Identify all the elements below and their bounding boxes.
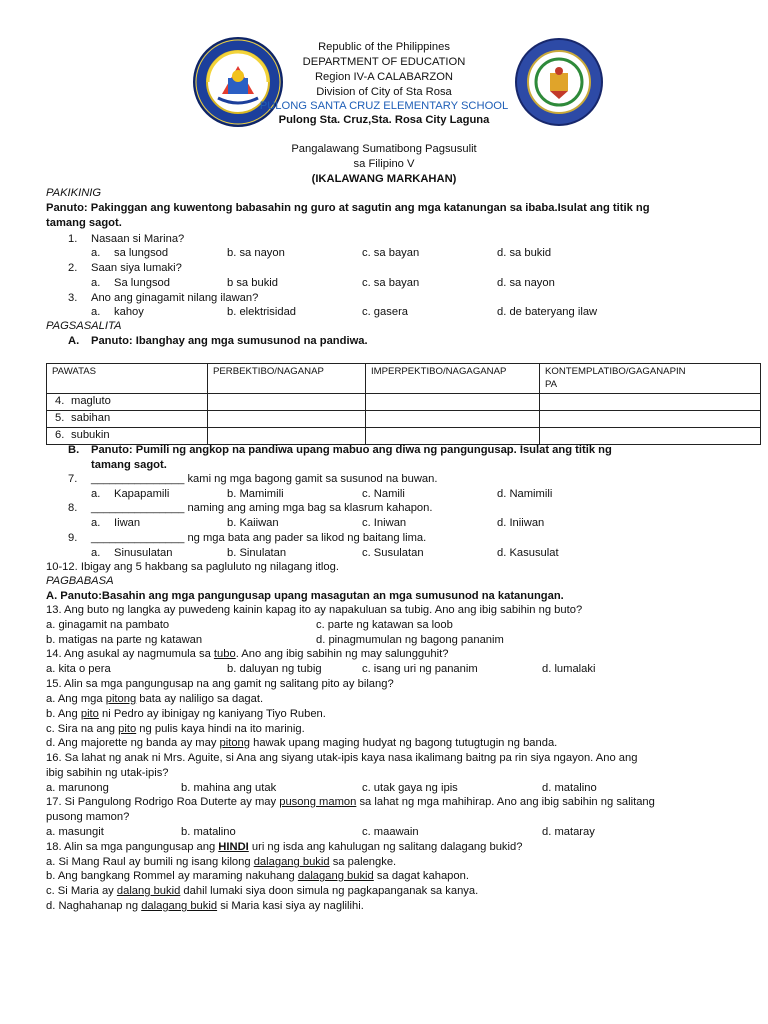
choice-d: d. lumalaki — [542, 663, 596, 675]
choice-c: c. Namili — [362, 488, 405, 500]
choice-d: d. sa bukid — [497, 247, 552, 259]
choice-a: Sa lungsod — [114, 277, 170, 289]
choice-b: b. Kaiiwan — [227, 517, 279, 529]
choice-c: c. isang uri ng pananim — [362, 663, 478, 675]
pakikinig-instruction-cont: tamang sagot. — [46, 217, 122, 229]
choice-a: a. kita o pera — [46, 663, 111, 675]
part-a-instruction: Panuto: Ibanghay ang mga sumusunod na pandiwa. — [91, 335, 368, 347]
choice-d: d. Iniiwan — [497, 517, 545, 529]
question-text: Ano ang ginagamit nilang ilawan? — [91, 292, 259, 304]
question-number: 1. — [68, 233, 78, 245]
question-number: 2. — [68, 262, 78, 274]
choice-d: d. mataray — [542, 826, 595, 838]
choice-b: b. matigas na parte ng katawan — [46, 634, 203, 646]
answer-cell[interactable] — [540, 394, 761, 411]
choice-c: c. sa bayan — [362, 247, 420, 259]
choice-a: a. Si Mang Raul ay bumili ng isang kilong dalagang bukid sa palengke. — [46, 856, 397, 868]
exam-subject: sa Filipino V — [353, 158, 415, 170]
question-17-cont: pusong mamon? — [46, 811, 130, 823]
choice-letter: a. — [91, 277, 101, 289]
question-text: _______________ ng mga bata ang pader sa likod ng baitang lima. — [91, 532, 427, 544]
question-number: 3. — [68, 292, 78, 304]
pakikinig-instruction: Panuto: Pakinggan ang kuwentong babasahin ng guro at sagutin ang mga katanungan sa ibaba.Isulat ang titik ng — [46, 202, 650, 214]
choice-c: c. Iniwan — [362, 517, 407, 529]
choice-c: c. Sira na ang pito ng pulis kaya hindi na ito marinig. — [46, 723, 305, 735]
question-15: 15. Alin sa mga pangungusap na ang gamit ng salitang pito ay bilang? — [46, 678, 394, 690]
table-header-perbektibo: PERBEKTIBO/NAGANAP — [208, 364, 366, 394]
choice-d: d. Kasusulat — [497, 547, 559, 559]
answer-cell[interactable] — [366, 411, 540, 428]
choice-c: c. sa bayan — [362, 277, 420, 289]
table-header-pawatas: PAWATAS — [47, 364, 208, 394]
header-line-region: Region IV-A CALABARZON — [314, 71, 454, 83]
header-line-deped: DEPARTMENT OF EDUCATION — [302, 56, 466, 68]
choice-d: d. sa nayon — [497, 277, 555, 289]
question-18: 18. Alin sa mga pangungusap ang HINDI uri ng isda ang kahulugan ng salitang dalagang bukid? — [46, 841, 523, 853]
question-text: _______________ naming ang aming mga bag sa klasrum kahapon. — [91, 502, 433, 514]
choice-b: b. Ang pito ni Pedro ay ibinigay ng kaniyang Tiyo Ruben. — [46, 708, 326, 720]
table-row: 6. subukin — [47, 428, 761, 445]
section-heading-pagbabasa: PAGBABASA — [46, 575, 114, 587]
question-text: _______________ kami ng mga bagong gamit sa susunod na buwan. — [91, 473, 438, 485]
choice-b: b. mahina ang utak — [181, 782, 277, 794]
section-heading-pakikinig: PAKIKINIG — [46, 187, 102, 199]
part-b-instruction: Panuto: Pumili ng angkop na pandiwa upang mabuo ang diwa ng pangungusap. Isulat ang titik ng — [91, 444, 612, 456]
header-line-republic: Republic of the Philippines — [318, 41, 450, 53]
exam-title: Pangalawang Sumatibong Pagsusulit — [291, 143, 477, 155]
answer-cell[interactable] — [208, 411, 366, 428]
choice-a: a. marunong — [46, 782, 109, 794]
choice-letter: a. — [91, 247, 101, 259]
answer-cell[interactable] — [540, 428, 761, 445]
choice-b: b. matalino — [181, 826, 236, 838]
question-14: 14. Ang asukal ay nagmumula sa tubo. Ano ang ibig sabihin ng may salungguhit? — [46, 648, 449, 660]
choice-b: b. daluyan ng tubig — [227, 663, 322, 675]
question-number: 7. — [68, 473, 78, 485]
choice-d: d. matalino — [542, 782, 597, 794]
table-header-imperpektibo: IMPERPEKTIBO/NAGAGANAP — [366, 364, 540, 394]
table-row: 4. magluto — [47, 394, 761, 411]
answer-cell[interactable] — [208, 394, 366, 411]
exam-quarter: (IKALAWANG MARKAHAN) — [311, 173, 457, 185]
question-text: Nasaan si Marina? — [91, 233, 185, 245]
table-header-kontemplatibo: KONTEMPLATIBO/GAGANAPIN PA — [540, 364, 761, 394]
choice-a: a. Ang mga pitong bata ay naliligo sa dagat. — [46, 693, 264, 705]
part-a-label: A. — [68, 335, 80, 347]
part-b-instruction-cont: tamang sagot. — [91, 459, 167, 471]
choice-b: b. Mamimili — [227, 488, 284, 500]
choice-c: c. utak gaya ng ipis — [362, 782, 458, 794]
answer-cell[interactable] — [540, 411, 761, 428]
choice-d: d. Naghahanap ng dalagang bukid si Maria kasi siya ay naglilihi. — [46, 900, 364, 912]
choice-a: a. masungit — [46, 826, 104, 838]
question-number: 8. — [68, 502, 78, 514]
choice-a: sa lungsod — [114, 247, 169, 259]
pagbabasa-instruction: A. Panuto:Basahin ang mga pangungusap upang masagutan an mga sumusunod na katanungan. — [46, 590, 564, 602]
choice-d: d. Namimili — [497, 488, 553, 500]
question-10-12: 10-12. Ibigay ang 5 hakbang sa pagluluto ng nilagang itlog. — [46, 561, 339, 573]
question-17: 17. Si Pangulong Rodrigo Roa Duterte ay may pusong mamon sa lahat ng mga mahihirap. Ano ang ibig sabihin ng salitang — [46, 796, 655, 808]
choice-a: a. ginagamit na pambato — [46, 619, 170, 631]
choice-d: d. Ang majorette ng banda ay may pitong hawak upang maging hudyat ng bagong tutugtugin ng banda. — [46, 737, 558, 749]
answer-cell[interactable] — [366, 428, 540, 445]
question-13: 13. Ang buto ng langka ay puwedeng kainin kapag ito ay napakuluan sa tubig. Ano ang ibig sabihin ng buto? — [46, 604, 583, 616]
header-line-division: Division of City of Sta Rosa — [316, 86, 452, 98]
question-16-cont: ibig sabihin ng utak-ipis? — [46, 767, 169, 779]
choice-a: kahoy — [114, 306, 144, 318]
choice-letter: a. — [91, 517, 101, 529]
answer-cell[interactable] — [208, 428, 366, 445]
choice-a: Kapapamili — [114, 488, 170, 500]
choice-b: b sa bukid — [227, 277, 278, 289]
choice-d: d. pinagmumulan ng bagong pananim — [316, 634, 504, 646]
choice-a: Sinusulatan — [114, 547, 173, 559]
choice-b: b. elektrisidad — [227, 306, 297, 318]
choice-b: b. sa nayon — [227, 247, 285, 259]
choice-d: d. de bateryang ilaw — [497, 306, 598, 318]
choice-c: c. Si Maria ay dalang bukid dahil lumaki siya doon simula ng pagkapanganak sa kanya. — [46, 885, 479, 897]
question-16: 16. Sa lahat ng anak ni Mrs. Aguite, si Ana ang siyang utak-ipis kaya nasa ikalimang baitng pa rin siya ngayon. Ano ang — [46, 752, 638, 764]
table-row: 5. sabihan — [47, 411, 761, 428]
verb-conjugation-table — [46, 363, 761, 445]
choice-letter: a. — [91, 488, 101, 500]
question-number: 9. — [68, 532, 78, 544]
question-text: Saan siya lumaki? — [91, 262, 182, 274]
choice-a: Iiwan — [114, 517, 141, 529]
school-name: PULONG SANTA CRUZ ELEMENTARY SCHOOL — [259, 100, 509, 112]
choice-letter: a. — [91, 547, 101, 559]
choice-b: b. Ang bangkang Rommel ay maraming nakuhang dalagang bukid sa dagat kahapon. — [46, 870, 469, 882]
choice-letter: a. — [91, 306, 101, 318]
part-b-label: B. — [68, 444, 80, 456]
choice-b: b. Sinulatan — [227, 547, 287, 559]
school-address: Pulong Sta. Cruz,Sta. Rosa City Laguna — [278, 114, 490, 126]
choice-c: c. maawain — [362, 826, 419, 838]
choice-c: c. Susulatan — [362, 547, 424, 559]
choice-c: c. gasera — [362, 306, 409, 318]
section-heading-pagsasalita: PAGSASALITA — [46, 320, 122, 332]
choice-c: c. parte ng katawan sa loob — [316, 619, 453, 631]
answer-cell[interactable] — [366, 394, 540, 411]
